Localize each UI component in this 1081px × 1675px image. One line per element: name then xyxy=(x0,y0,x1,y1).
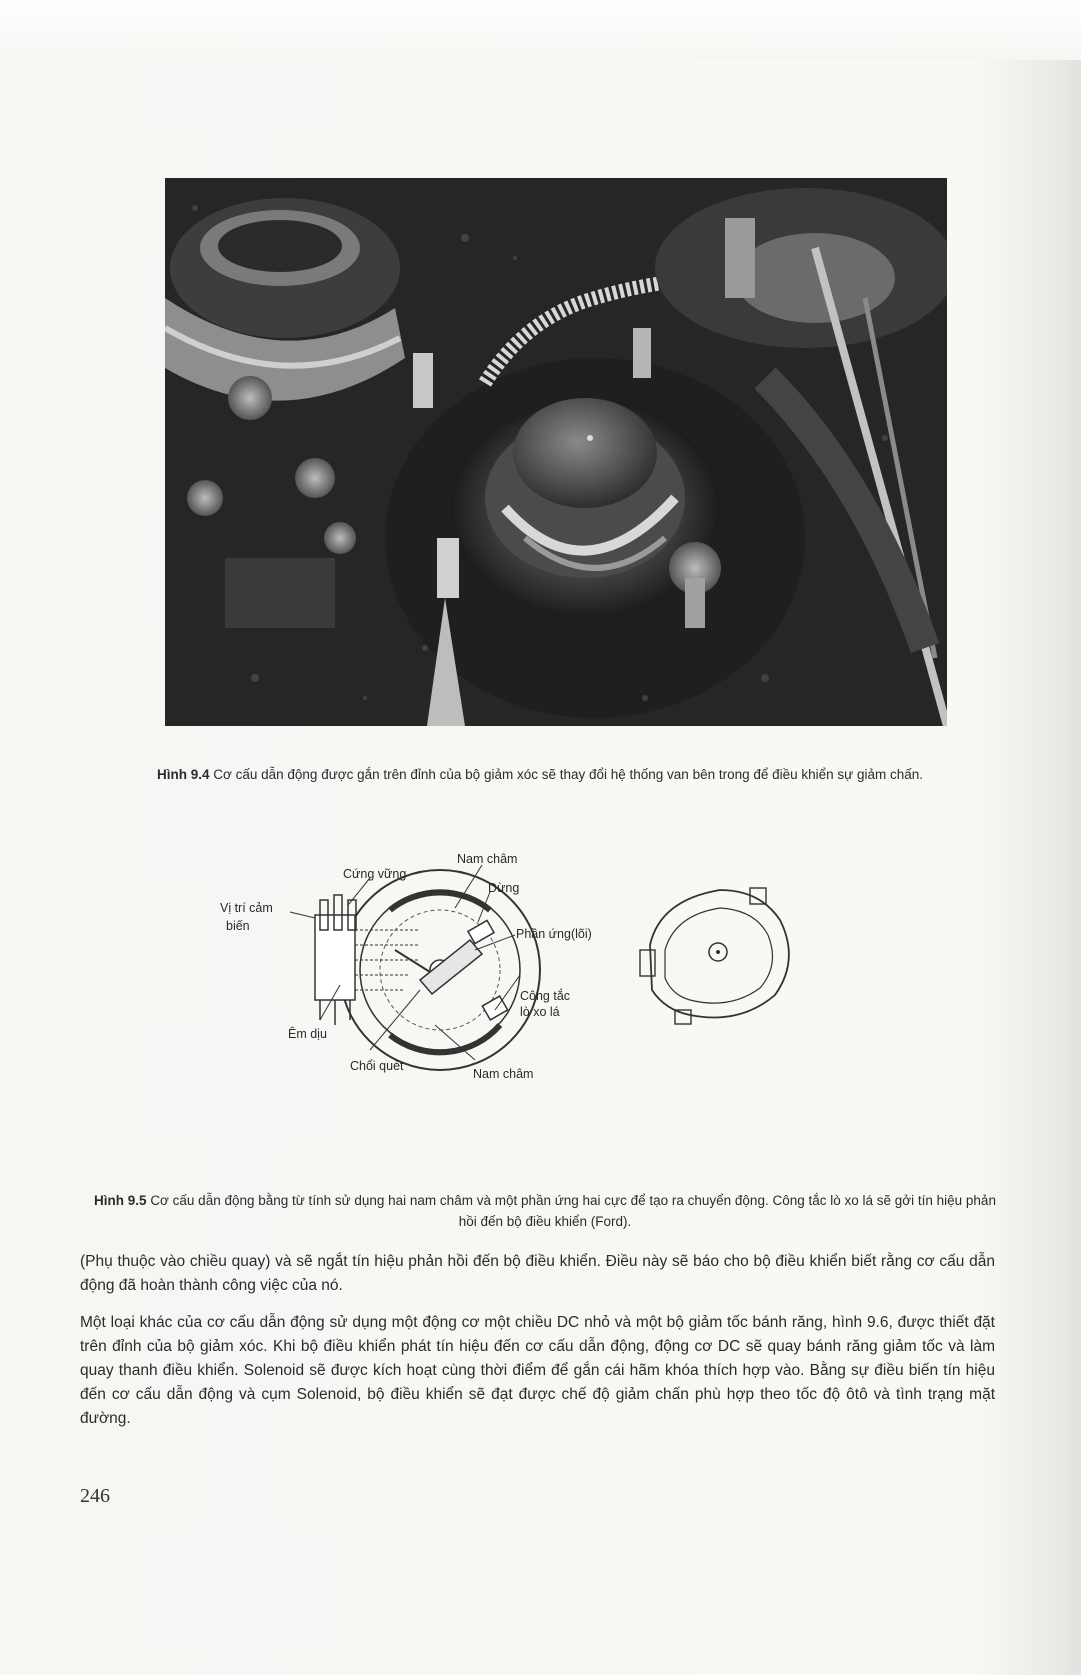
figure-9-4-photo xyxy=(165,178,947,726)
label-cong-tac-line1: Công tắc xyxy=(520,989,571,1003)
figure-9-4-caption-text: Cơ cấu dẫn động được gắn trên đỉnh của bộ giảm xóc sẽ thay đổi hệ thống van bên trong để điều khiển sự giảm chấn. xyxy=(213,767,924,782)
figure-9-5-diagram xyxy=(220,850,840,1120)
figure-9-5-label: Hình 9.5 xyxy=(94,1193,147,1208)
figure-9-4-label: Hình 9.4 xyxy=(156,767,210,782)
label-choi-quet: Chổi quét xyxy=(350,1059,404,1073)
label-nam-cham-bottom: Nam châm xyxy=(473,1067,534,1081)
label-cong-tac-line2: lò xo lá xyxy=(520,1005,560,1019)
label-em-diu: Êm dịu xyxy=(288,1027,327,1041)
figure-9-4-caption xyxy=(80,764,1000,785)
page-number: 246 xyxy=(80,1485,110,1507)
label-vi-tri-cam-bien-line2: biến xyxy=(226,919,250,933)
body-paragraph-2: Một loại khác của cơ cấu dẫn động sử dụng một động cơ một chiều DC nhỏ và một bộ giảm tốc bánh răng, hình 9.6, được thiết đặt trên đỉnh của bộ giảm xóc. Khi bộ điều khiển phát tín hiệu đến cơ cấu dẫn động, động cơ DC sẽ quay bánh răng giảm tốc và làm quay thanh điều khiển. Solenoid sẽ được kích hoạt cùng thời điểm để gắn cái hãm khóa thích hợp vào. Bằng sự điều biến tín hiệu đến cơ cấu dẫn động và cụm Solenoid, bộ điều khiển sẽ đạt được chế độ giảm chấn phù hợp theo tốc độ ôtô và tình trạng mặt đường. xyxy=(80,1314,995,1427)
figure-9-5-caption xyxy=(92,1190,998,1232)
page-top-shading xyxy=(0,0,1081,60)
label-vi-tri-cam-bien-line1: Vị trí cảm xyxy=(220,901,273,915)
label-phan-ung: Phần ứng(lõi) xyxy=(516,927,592,941)
label-nam-cham-top: Nam châm xyxy=(457,852,518,866)
label-cung-vung: Cứng vững xyxy=(343,867,407,881)
label-dung: Dừng xyxy=(488,881,520,895)
body-paragraph-1: (Phụ thuộc vào chiều quay) và sẽ ngắt tín hiệu phản hồi đến bộ điều khiển. Điều này sẽ báo cho bộ điều khiển biết rằng cơ cấu dẫn động đã hoàn thành công việc của nó. xyxy=(80,1253,995,1294)
figure-9-5-caption-text: Cơ cấu dẫn động bằng từ tính sử dụng hai nam châm và một phần ứng hai cực để tạo ra chuyển động. Công tắc lò xo lá sẽ gởi tín hiệu phản hồi đến bộ điều khiển (Ford). xyxy=(150,1193,996,1229)
